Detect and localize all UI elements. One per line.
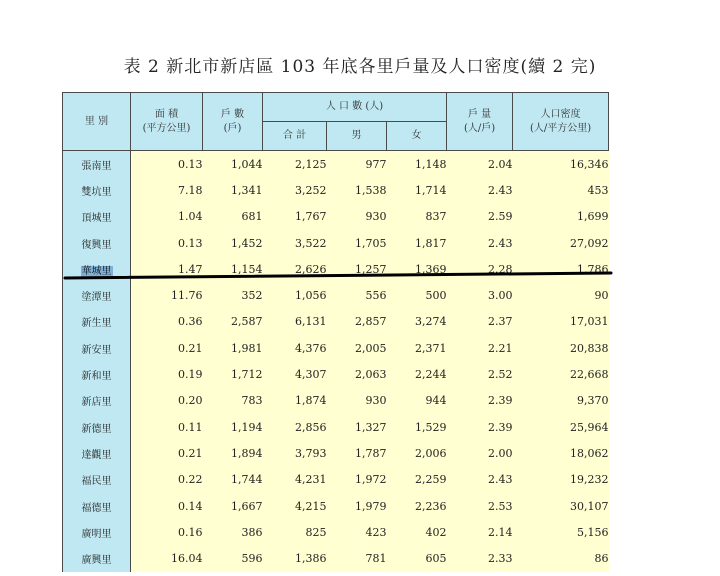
female-cell: 1,817 [387, 230, 447, 256]
male-cell: 1,257 [327, 256, 387, 282]
density-cell: 19,232 [513, 467, 609, 493]
area-cell: 0.11 [131, 414, 203, 440]
male-cell: 1,972 [327, 467, 387, 493]
density-cell: 17,031 [513, 309, 609, 335]
households-cell: 681 [203, 204, 263, 230]
hsize-cell: 2.14 [447, 519, 513, 545]
area-cell: 0.21 [131, 335, 203, 361]
total-cell: 4,376 [263, 335, 327, 361]
village-name-cell [63, 545, 131, 571]
households-cell: 596 [203, 545, 263, 571]
households-cell: 386 [203, 519, 263, 545]
households-cell: 1,044 [203, 151, 263, 178]
header-households-label: 戶 數 [220, 108, 245, 120]
male-cell: 977 [327, 151, 387, 178]
total-cell: 1,386 [263, 545, 327, 571]
area-cell: 0.22 [131, 467, 203, 493]
total-cell: 4,215 [263, 493, 327, 519]
table-row [63, 440, 609, 466]
hsize-cell: 2.53 [447, 493, 513, 519]
village-name: 張南里 [81, 160, 112, 172]
male-cell: 2,063 [327, 361, 387, 387]
area-cell: 0.20 [131, 388, 203, 414]
area-cell: 0.21 [131, 440, 203, 466]
density-cell: 16,346 [513, 151, 609, 178]
total-cell: 6,131 [263, 309, 327, 335]
female-cell: 1,529 [387, 414, 447, 440]
total-cell: 825 [263, 519, 327, 545]
total-cell: 2,856 [263, 414, 327, 440]
density-cell: 18,062 [513, 440, 609, 466]
table-row [63, 414, 609, 440]
total-cell: 4,231 [263, 467, 327, 493]
density-cell: 453 [513, 177, 609, 203]
table-title: 表 2 新北市新店區 103 年底各里戶量及人口密度(續 2 完) [123, 57, 597, 77]
hsize-cell: 2.21 [447, 335, 513, 361]
header-area [131, 93, 203, 151]
total-cell: 3,793 [263, 440, 327, 466]
female-cell: 944 [387, 388, 447, 414]
header-density-unit: (人/平方公里) [529, 122, 592, 134]
header-household-size [447, 93, 513, 151]
village-name: 新生里 [81, 318, 112, 330]
header-household-size-unit: (人/戶) [463, 122, 496, 134]
female-cell: 2,006 [387, 440, 447, 466]
village-name: 雙坑里 [81, 186, 112, 198]
female-cell: 2,259 [387, 467, 447, 493]
hsize-cell: 2.33 [447, 545, 513, 571]
header-area-unit: (平方公里) [142, 122, 191, 134]
village-name: 廣興里 [81, 555, 112, 567]
village-name-cell [63, 151, 131, 178]
header-household-size-label: 戶 量 [467, 108, 492, 120]
density-cell: 20,838 [513, 335, 609, 361]
area-cell: 0.19 [131, 361, 203, 387]
table-body [63, 151, 609, 572]
female-cell: 2,244 [387, 361, 447, 387]
header-households [203, 93, 263, 151]
table-row [63, 388, 609, 414]
area-cell: 1.47 [131, 256, 203, 282]
village-name: 新和里 [81, 371, 112, 383]
village-name-cell [63, 440, 131, 466]
households-cell: 2,587 [203, 309, 263, 335]
area-cell: 0.14 [131, 493, 203, 519]
male-cell: 930 [327, 388, 387, 414]
header-pop-male: 男 [327, 122, 387, 151]
female-cell: 837 [387, 204, 447, 230]
hsize-cell: 2.28 [447, 256, 513, 282]
total-cell: 2,125 [263, 151, 327, 178]
female-cell: 2,371 [387, 335, 447, 361]
village-name: 華城里 [81, 265, 112, 277]
hsize-cell: 2.43 [447, 467, 513, 493]
households-cell: 1,452 [203, 230, 263, 256]
female-cell: 2,236 [387, 493, 447, 519]
village-name-cell [63, 493, 131, 519]
table-row [63, 230, 609, 256]
households-cell: 1,981 [203, 335, 263, 361]
village-name: 新安里 [81, 344, 112, 356]
header-area-label: 面 積 [154, 108, 179, 120]
table-row [63, 545, 609, 571]
female-cell: 3,274 [387, 309, 447, 335]
households-cell: 1,154 [203, 256, 263, 282]
hsize-cell: 2.39 [447, 414, 513, 440]
households-cell: 783 [203, 388, 263, 414]
female-cell: 1,369 [387, 256, 447, 282]
hsize-cell: 2.52 [447, 361, 513, 387]
village-name: 復興里 [81, 239, 112, 251]
female-cell: 605 [387, 545, 447, 571]
households-cell: 352 [203, 282, 263, 308]
village-name-cell [63, 361, 131, 387]
total-cell: 3,522 [263, 230, 327, 256]
village-name-cell [63, 467, 131, 493]
density-cell: 5,156 [513, 519, 609, 545]
village-name-cell [63, 414, 131, 440]
area-cell: 16.04 [131, 545, 203, 571]
village-name: 新店里 [81, 397, 112, 409]
village-name: 達觀里 [81, 449, 112, 461]
village-name-cell [63, 519, 131, 545]
table-row [63, 204, 609, 230]
density-cell: 1,699 [513, 204, 609, 230]
total-cell: 1,874 [263, 388, 327, 414]
village-name-cell [63, 204, 131, 230]
table-row [63, 493, 609, 519]
male-cell: 1,705 [327, 230, 387, 256]
households-cell: 1,194 [203, 414, 263, 440]
male-cell: 930 [327, 204, 387, 230]
village-name: 福民里 [81, 476, 112, 488]
hsize-cell: 2.43 [447, 177, 513, 203]
households-cell: 1,341 [203, 177, 263, 203]
village-name: 塗潭里 [81, 292, 112, 304]
female-cell: 1,714 [387, 177, 447, 203]
hsize-cell: 2.00 [447, 440, 513, 466]
female-cell: 1,148 [387, 151, 447, 178]
households-cell: 1,744 [203, 467, 263, 493]
area-cell: 1.04 [131, 204, 203, 230]
population-table [62, 92, 609, 572]
village-name-cell [63, 335, 131, 361]
area-cell: 0.16 [131, 519, 203, 545]
area-cell: 11.76 [131, 282, 203, 308]
header-village: 里 別 [63, 93, 131, 151]
female-cell: 500 [387, 282, 447, 308]
table-row [63, 361, 609, 387]
total-cell: 4,307 [263, 361, 327, 387]
header-households-unit: (戶) [223, 122, 242, 134]
female-cell: 402 [387, 519, 447, 545]
village-name-cell [63, 230, 131, 256]
area-cell: 0.36 [131, 309, 203, 335]
header-pop-total: 合 計 [263, 122, 327, 151]
table-row [63, 335, 609, 361]
hsize-cell: 2.43 [447, 230, 513, 256]
table-row [63, 282, 609, 308]
density-cell: 86 [513, 545, 609, 571]
village-name: 福德里 [81, 502, 112, 514]
male-cell: 781 [327, 545, 387, 571]
header-density [513, 93, 609, 151]
area-cell: 0.13 [131, 151, 203, 178]
male-cell: 2,857 [327, 309, 387, 335]
table-row [63, 151, 609, 178]
density-cell: 22,668 [513, 361, 609, 387]
total-cell: 1,056 [263, 282, 327, 308]
density-cell: 25,964 [513, 414, 609, 440]
male-cell: 2,005 [327, 335, 387, 361]
male-cell: 1,327 [327, 414, 387, 440]
hsize-cell: 2.04 [447, 151, 513, 178]
header-density-label: 人口密度 [540, 108, 581, 120]
male-cell: 1,979 [327, 493, 387, 519]
hsize-cell: 3.00 [447, 282, 513, 308]
male-cell: 423 [327, 519, 387, 545]
total-cell: 2,626 [263, 256, 327, 282]
households-cell: 1,894 [203, 440, 263, 466]
table-row [63, 177, 609, 203]
total-cell: 3,252 [263, 177, 327, 203]
village-name-cell [63, 177, 131, 203]
density-cell: 9,370 [513, 388, 609, 414]
table-row [63, 467, 609, 493]
village-name-cell [63, 388, 131, 414]
hsize-cell: 2.59 [447, 204, 513, 230]
male-cell: 1,787 [327, 440, 387, 466]
table-row [63, 309, 609, 335]
density-cell: 1,786 [513, 256, 609, 282]
density-cell: 90 [513, 282, 609, 308]
header-pop-female: 女 [387, 122, 447, 151]
households-cell: 1,667 [203, 493, 263, 519]
male-cell: 1,538 [327, 177, 387, 203]
density-cell: 27,092 [513, 230, 609, 256]
village-name-cell [63, 282, 131, 308]
total-cell: 1,767 [263, 204, 327, 230]
village-name: 廣明里 [81, 528, 112, 540]
village-name: 頂城里 [81, 213, 112, 225]
density-cell: 30,107 [513, 493, 609, 519]
area-cell: 7.18 [131, 177, 203, 203]
male-cell: 556 [327, 282, 387, 308]
table-row [63, 519, 609, 545]
area-cell: 0.13 [131, 230, 203, 256]
hsize-cell: 2.39 [447, 388, 513, 414]
households-cell: 1,712 [203, 361, 263, 387]
village-name-cell [63, 309, 131, 335]
header-population: 人 口 數 (人) [263, 93, 447, 122]
hsize-cell: 2.37 [447, 309, 513, 335]
village-name: 新德里 [81, 423, 112, 435]
annotation-underline [65, 272, 611, 282]
